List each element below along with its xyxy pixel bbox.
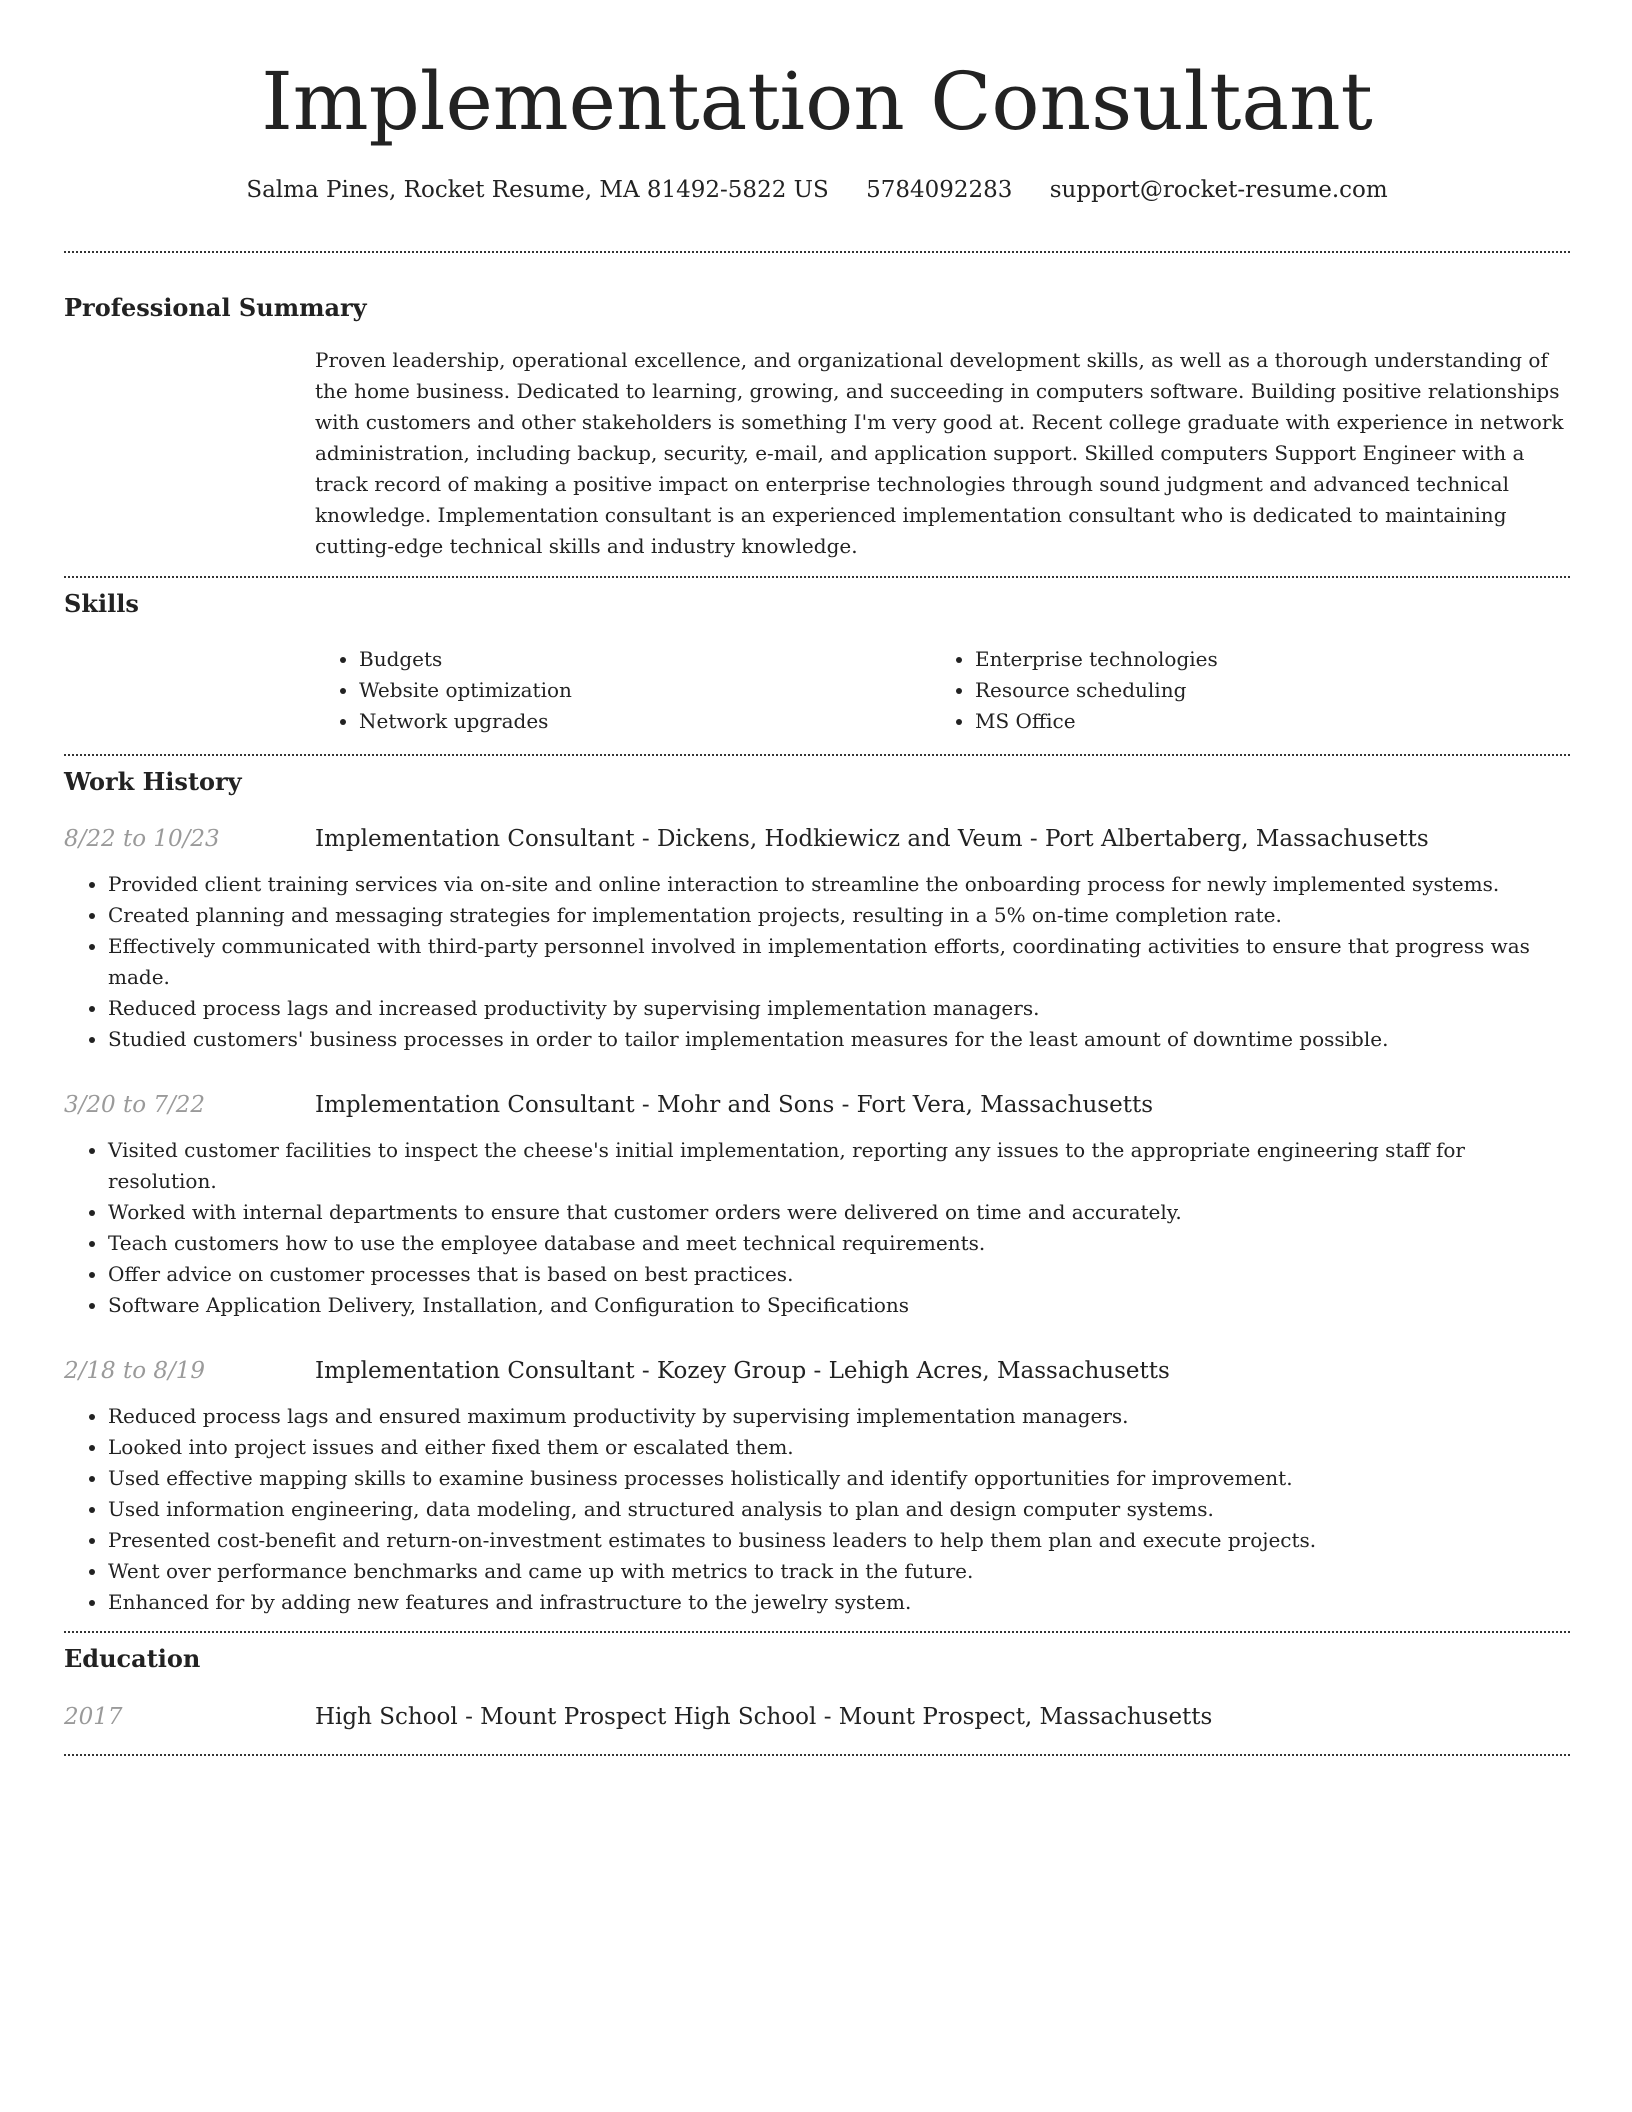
skills-column-right bbox=[931, 644, 1491, 737]
job-bullet: • Went over performance benchmarks and came up with metrics to track in the future. bbox=[108, 1556, 1570, 1587]
job-bullet: • Visited customer facilities to inspect the cheese's initial implementation, reporting any issues to the appropriate engineering staff for resolution. bbox=[108, 1135, 1570, 1197]
job-bullet: • Provided client training services via on-site and online interaction to streamline the onboarding process for newly implemented systems. bbox=[108, 869, 1570, 900]
education-entry bbox=[64, 1701, 1570, 1733]
skill-item: • MS Office bbox=[975, 706, 1491, 737]
summary-text: Proven leadership, operational excellence, and organizational development skills, as well as a thorough understanding of the home business. Dedicated to learning, growing, and succeeding in computers software. Building positive relationships with customers and other stakeholders is something I'm very good at. Recent college graduate with experience in network administration, including backup, security, e-mail, and application support. Skilled computers Support Engineer with a track record of making a positive impact on enterprise technologies through sound judgment and advanced technical knowledge. Implementation consultant is an experienced implementation consultant who is dedicated to maintaining cutting-edge technical skills and industry knowledge. bbox=[315, 348, 1564, 558]
skill-item: • Network upgrades bbox=[359, 706, 931, 737]
job-bullets bbox=[64, 869, 1570, 1055]
job-title: Implementation Consultant - Dickens, Hodkiewicz and Veum - Port Albertaberg, Massachusetts bbox=[315, 826, 1429, 852]
summary-section bbox=[64, 292, 1570, 562]
job-bullet: • Presented cost-benefit and return-on-investment estimates to business leaders to help them plan and execute projects. bbox=[108, 1525, 1570, 1556]
job-bullets bbox=[64, 1401, 1570, 1618]
job-bullet: • Teach customers how to use the employee database and meet technical requirements. bbox=[108, 1228, 1570, 1259]
job-entry bbox=[64, 1355, 1570, 1618]
job-header bbox=[64, 823, 1570, 855]
job-bullet: • Enhanced for by adding new features and infrastructure to the jewelry system. bbox=[108, 1587, 1570, 1618]
job-bullet: • Worked with internal departments to ensure that customer orders were delivered on time and accurately. bbox=[108, 1197, 1570, 1228]
skills-heading: Skills bbox=[64, 589, 139, 618]
divider bbox=[64, 1754, 1570, 1756]
divider bbox=[64, 754, 1570, 756]
job-bullet: • Software Application Delivery, Installation, and Configuration to Specifications bbox=[108, 1290, 1570, 1321]
resume-page bbox=[64, 0, 1570, 1756]
divider bbox=[64, 1631, 1570, 1633]
divider bbox=[64, 251, 1570, 253]
education-section bbox=[64, 1643, 1570, 1733]
job-bullet: • Reduced process lags and ensured maximum productivity by supervising implementation managers. bbox=[108, 1401, 1570, 1432]
job-title: Implementation Consultant - Mohr and Sons - Fort Vera, Massachusetts bbox=[315, 1092, 1153, 1118]
job-date: 8/22 to 10/23 bbox=[64, 826, 220, 852]
contact-line bbox=[64, 174, 1570, 206]
work-section bbox=[64, 766, 1570, 1618]
job-title: Implementation Consultant - Kozey Group - Lehigh Acres, Massachusetts bbox=[315, 1358, 1170, 1384]
work-heading: Work History bbox=[64, 767, 242, 796]
divider bbox=[64, 576, 1570, 578]
skills-list bbox=[315, 644, 1570, 737]
education-title: High School - Mount Prospect High School - Mount Prospect, Massachusetts bbox=[315, 1704, 1213, 1730]
job-date: 3/20 to 7/22 bbox=[64, 1092, 206, 1118]
contact-phone: 5784092283 bbox=[866, 177, 1013, 203]
skills-section bbox=[64, 588, 1570, 737]
resume-title: Implementation Consultant bbox=[261, 55, 1373, 148]
job-bullet: • Looked into project issues and either fixed them or escalated them. bbox=[108, 1432, 1570, 1463]
job-entry bbox=[64, 1089, 1570, 1321]
job-date: 2/18 to 8/19 bbox=[64, 1358, 206, 1384]
job-bullet: • Effectively communicated with third-party personnel involved in implementation efforts, coordinating activities to ensure that progress was made. bbox=[108, 931, 1570, 993]
job-bullet: • Used effective mapping skills to examine business processes holistically and identify opportunities for improvement. bbox=[108, 1463, 1570, 1494]
job-header bbox=[64, 1089, 1570, 1121]
education-heading: Education bbox=[64, 1644, 201, 1673]
skills-column-left bbox=[315, 644, 931, 737]
contact-email: support@rocket-resume.com bbox=[1049, 177, 1388, 203]
job-header bbox=[64, 1355, 1570, 1387]
job-bullets bbox=[64, 1135, 1570, 1321]
skill-item: • Enterprise technologies bbox=[975, 644, 1491, 675]
skill-item: • Website optimization bbox=[359, 675, 931, 706]
job-bullet: • Studied customers' business processes in order to tailor implementation measures for the least amount of downtime possible. bbox=[108, 1024, 1570, 1055]
job-entry bbox=[64, 823, 1570, 1055]
job-bullet: • Created planning and messaging strategies for implementation projects, resulting in a 5% on-time completion rate. bbox=[108, 900, 1570, 931]
skill-item: • Resource scheduling bbox=[975, 675, 1491, 706]
job-bullet: • Offer advice on customer processes that is based on best practices. bbox=[108, 1259, 1570, 1290]
skill-item: • Budgets bbox=[359, 644, 931, 675]
job-bullet: • Reduced process lags and increased productivity by supervising implementation managers. bbox=[108, 993, 1570, 1024]
job-bullet: • Used information engineering, data modeling, and structured analysis to plan and design computer systems. bbox=[108, 1494, 1570, 1525]
summary-heading: Professional Summary bbox=[64, 293, 367, 322]
contact-address: Salma Pines, Rocket Resume, MA 81492-5822 US bbox=[246, 177, 829, 203]
education-date: 2017 bbox=[64, 1704, 123, 1730]
